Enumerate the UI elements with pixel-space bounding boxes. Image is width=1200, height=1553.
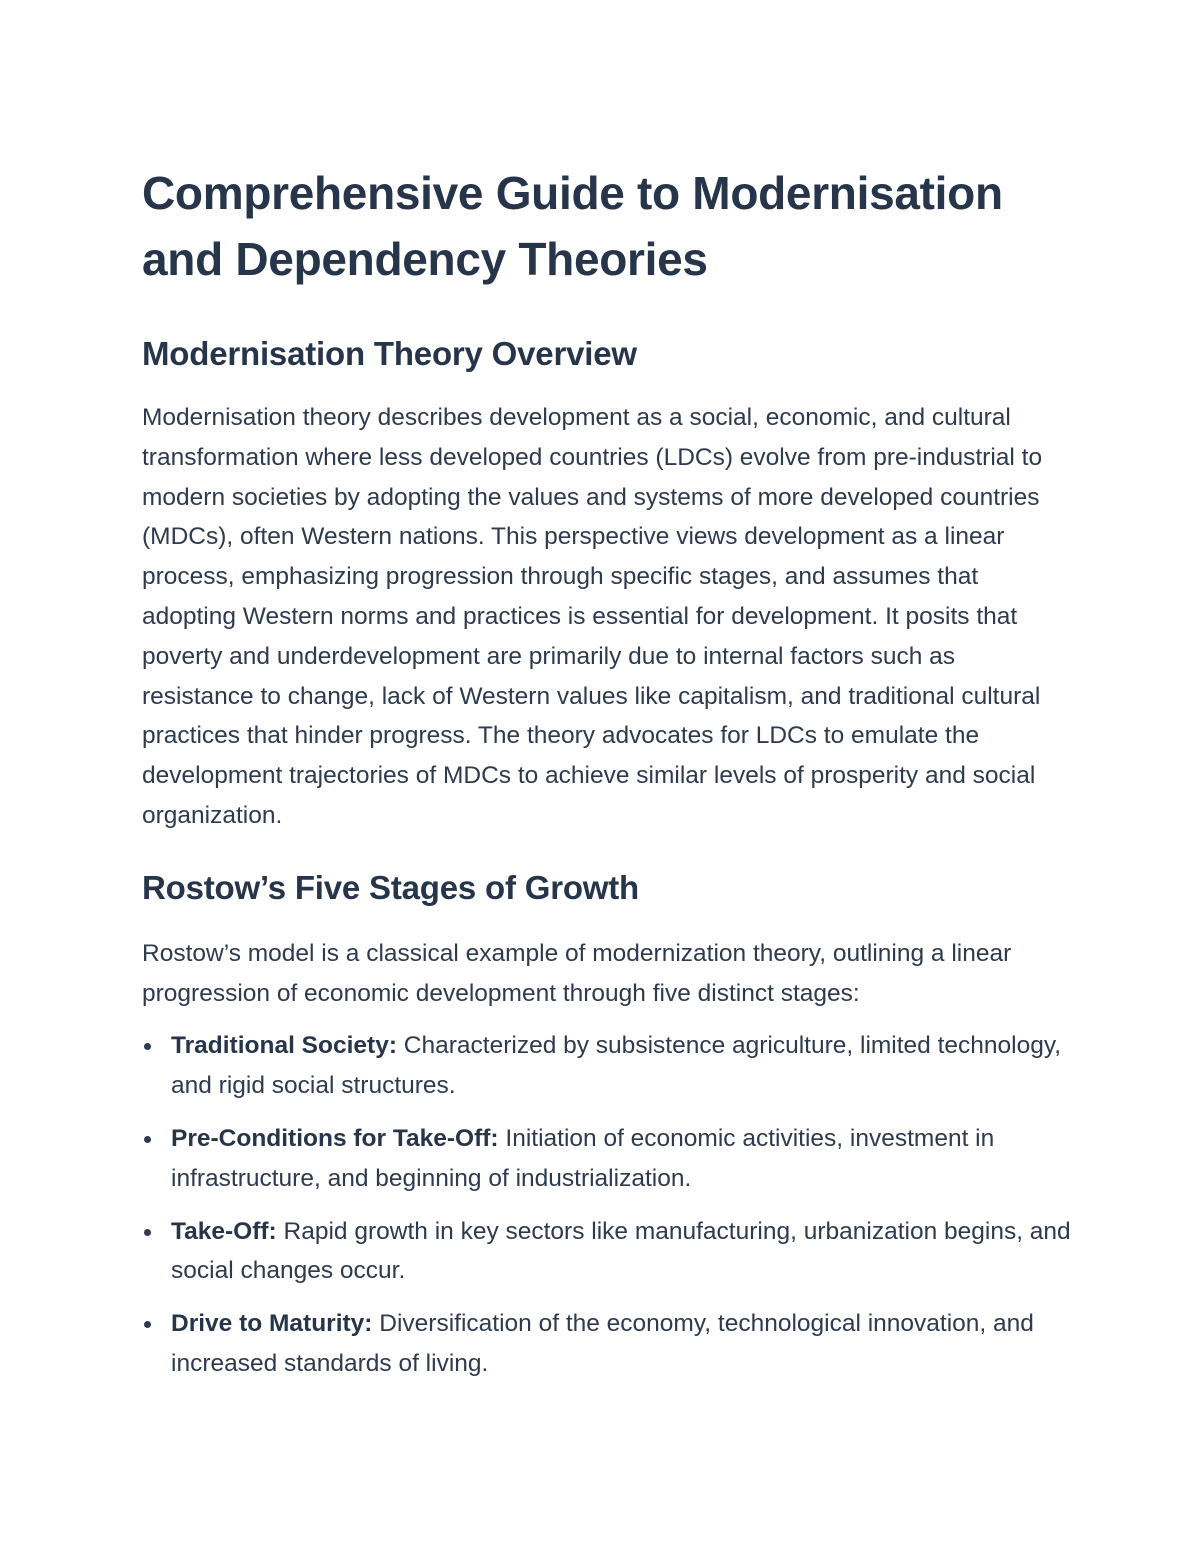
list-item [142,1212,1072,1292]
stage-description: Rapid growth in key sectors like manufacturing, urbanization begins, and social changes occur. [171,1217,1071,1285]
rostow-stages-list [142,1026,1072,1383]
section-heading-modernisation: Modernisation Theory Overview [142,335,637,372]
document-page [142,160,1072,1397]
stage-term: Drive to Maturity: [171,1310,373,1338]
stage-term: Take-Off: [171,1217,277,1245]
bullet-icon [144,1229,151,1236]
stage-description: Initiation of economic activities, investment in infrastructure, and beginning of industrialization. [171,1124,995,1192]
section-heading-rostow: Rostow’s Five Stages of Growth [142,868,640,906]
stage-term: Pre-Conditions for Take-Off: [171,1124,499,1152]
section-paragraph-rostow: Rostow’s model is a classical example of modernization theory, outlining a linear progression of economic development through five distinct stages: [142,939,1012,1007]
bullet-icon [144,1136,151,1143]
list-item [142,1026,1072,1106]
section-paragraph-modernisation: Modernisation theory describes development as a social, economic, and cultural transformation where less developed countries (LDCs) evolve from pre-industrial to modern societies by adopting the values and systems of more developed countries (MDCs), often Western nations. This perspective views development as a linear process, emphasizing progression through specific stages, and assumes that adopting Western norms and practices is essential for development. It posits that poverty and underdevelopment are primarily due to internal factors such as resistance to change, lack of Western values like capitalism, and traditional cultural practices that hinder progress. The theory advocates for LDCs to emulate the development trajectories of MDCs to achieve similar levels of prosperity and social organization. [142,404,1043,829]
bullet-icon [144,1043,151,1050]
stage-term: Traditional Society: [171,1032,397,1060]
document-title: Comprehensive Guide to Modernisation and Dependency Theories [142,167,1003,285]
bullet-icon [144,1321,151,1328]
stage-description: Characterized by subsistence agriculture, limited technology, and rigid social structures. [171,1032,1062,1100]
stage-description: Diversification of the economy, technological innovation, and increased standards of living. [171,1310,1034,1377]
list-item [142,1304,1072,1384]
list-item [142,1119,1072,1199]
